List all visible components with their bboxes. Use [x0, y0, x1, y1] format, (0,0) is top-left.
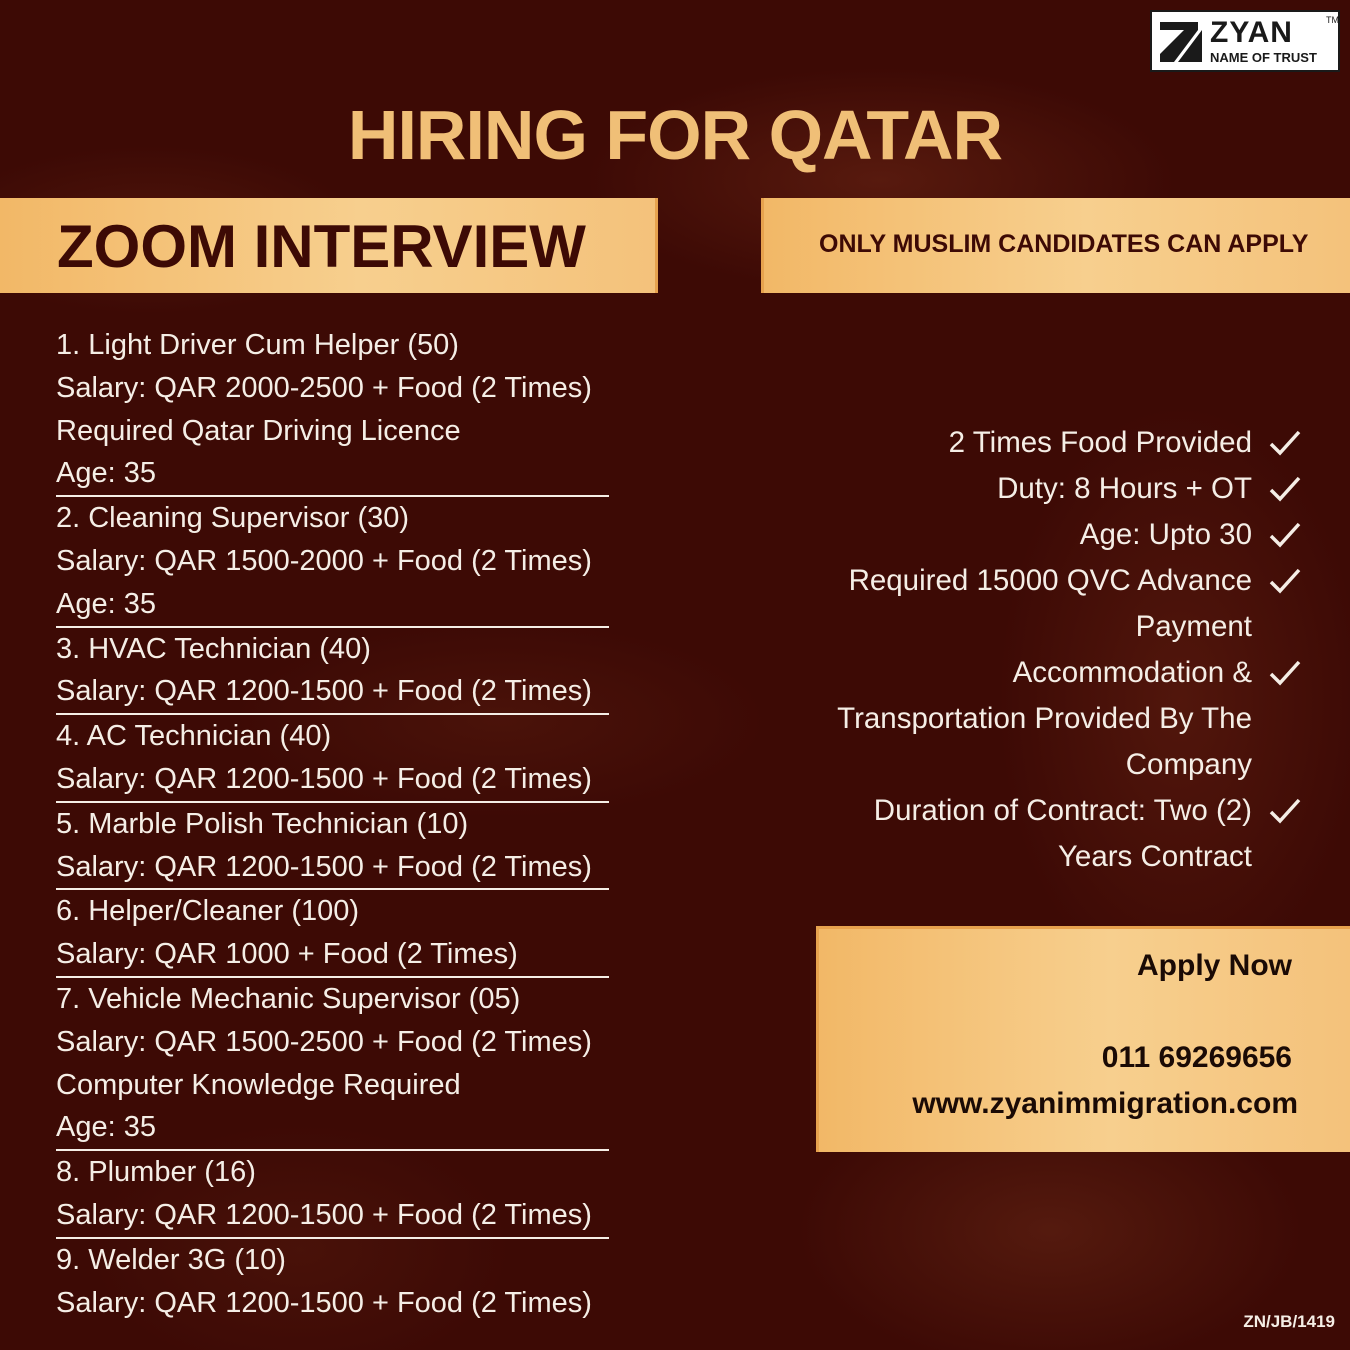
- benefit-line: Duty: 8 Hours + OT: [997, 472, 1252, 505]
- benefit-line: Payment: [1135, 610, 1252, 643]
- job-line: Age: 35: [56, 457, 156, 490]
- apply-now-heading: Apply Now: [1137, 949, 1292, 982]
- job-line: 7. Vehicle Mechanic Supervisor (05): [56, 982, 521, 1015]
- job-item: [56, 715, 609, 803]
- benefit-item: [740, 466, 1340, 512]
- benefit-line: Age: Upto 30: [1079, 518, 1252, 551]
- job-item: [56, 628, 609, 716]
- benefit-item: [740, 558, 1340, 650]
- benefit-item: [740, 788, 1340, 880]
- job-line: 4. AC Technician (40): [56, 720, 332, 753]
- checkmark-icon: [1268, 474, 1302, 504]
- benefit-line: 2 Times Food Provided: [948, 426, 1252, 459]
- job-line: Salary: QAR 1500-2500 + Food (2 Times): [56, 1025, 592, 1058]
- job-reference-code: ZN/JB/1419: [1243, 1312, 1335, 1331]
- job-item: [56, 803, 609, 891]
- job-line: Computer Knowledge Required: [56, 1068, 461, 1101]
- benefit-line: Years Contract: [1057, 840, 1252, 873]
- checkmark-icon: [1268, 566, 1302, 596]
- logo-tagline: NAME OF TRUST: [1210, 50, 1317, 65]
- job-line: 5. Marble Polish Technician (10): [56, 807, 469, 840]
- benefit-item: [740, 512, 1340, 558]
- apply-box: [816, 926, 1350, 1152]
- job-item: [56, 324, 609, 497]
- job-line: Salary: QAR 1000 + Food (2 Times): [56, 938, 518, 971]
- job-line: Age: 35: [56, 587, 156, 620]
- job-line: Salary: QAR 1500-2000 + Food (2 Times): [56, 544, 592, 577]
- benefit-line: Transportation Provided By The: [837, 702, 1252, 735]
- benefit-item: [740, 420, 1340, 466]
- eligibility-banner: [761, 198, 1350, 293]
- job-line: Salary: QAR 1200-1500 + Food (2 Times): [56, 850, 592, 883]
- zyan-logo: [1150, 10, 1340, 72]
- zoom-interview-label: ZOOM INTERVIEW: [57, 213, 586, 280]
- benefit-item: [740, 650, 1340, 788]
- job-line: Salary: QAR 2000-2500 + Food (2 Times): [56, 371, 592, 404]
- benefit-line: Accommodation &: [1012, 656, 1252, 689]
- job-list: [56, 324, 636, 1324]
- benefit-line: Duration of Contract: Two (2): [873, 794, 1252, 827]
- job-line: 2. Cleaning Supervisor (30): [56, 502, 410, 535]
- checkmark-icon: [1268, 796, 1302, 826]
- job-line: Required Qatar Driving Licence: [56, 414, 461, 447]
- contact-phone[interactable]: 011 69269656: [1101, 1041, 1292, 1074]
- benefit-line: Required 15000 QVC Advance: [848, 564, 1252, 597]
- job-line: Salary: QAR 1200-1500 + Food (2 Times): [56, 1286, 592, 1319]
- checkmark-icon: [1268, 428, 1302, 458]
- eligibility-label: ONLY MUSLIM CANDIDATES CAN APPLY: [819, 230, 1309, 258]
- benefit-line: Company: [1125, 748, 1252, 781]
- job-line: 9. Welder 3G (10): [56, 1243, 286, 1276]
- job-line: Salary: QAR 1200-1500 + Food (2 Times): [56, 1198, 592, 1231]
- job-line: Salary: QAR 1200-1500 + Food (2 Times): [56, 762, 592, 795]
- job-line: Age: 35: [56, 1111, 156, 1144]
- logo-trademark: TM: [1326, 15, 1339, 25]
- benefits-list: [740, 420, 1340, 880]
- zoom-interview-banner: [0, 198, 658, 293]
- job-line: 1. Light Driver Cum Helper (50): [56, 329, 459, 361]
- job-line: 3. HVAC Technician (40): [56, 632, 371, 665]
- job-item: [56, 497, 609, 627]
- checkmark-icon: [1268, 520, 1302, 550]
- website-link[interactable]: www.zyanimmigration.com: [912, 1087, 1298, 1120]
- page-title: HIRING FOR QATAR: [347, 96, 1003, 174]
- checkmark-icon: [1268, 658, 1302, 688]
- job-line: 6. Helper/Cleaner (100): [56, 895, 360, 928]
- job-item: [56, 890, 609, 978]
- job-line: 8. Plumber (16): [56, 1156, 256, 1189]
- job-line: Salary: QAR 1200-1500 + Food (2 Times): [56, 675, 592, 708]
- job-item: [56, 978, 609, 1151]
- job-item: [56, 1151, 609, 1239]
- zyan-logo-mark-icon: [1158, 18, 1206, 66]
- job-item: [56, 1239, 609, 1325]
- logo-brand: ZYAN: [1210, 16, 1293, 49]
